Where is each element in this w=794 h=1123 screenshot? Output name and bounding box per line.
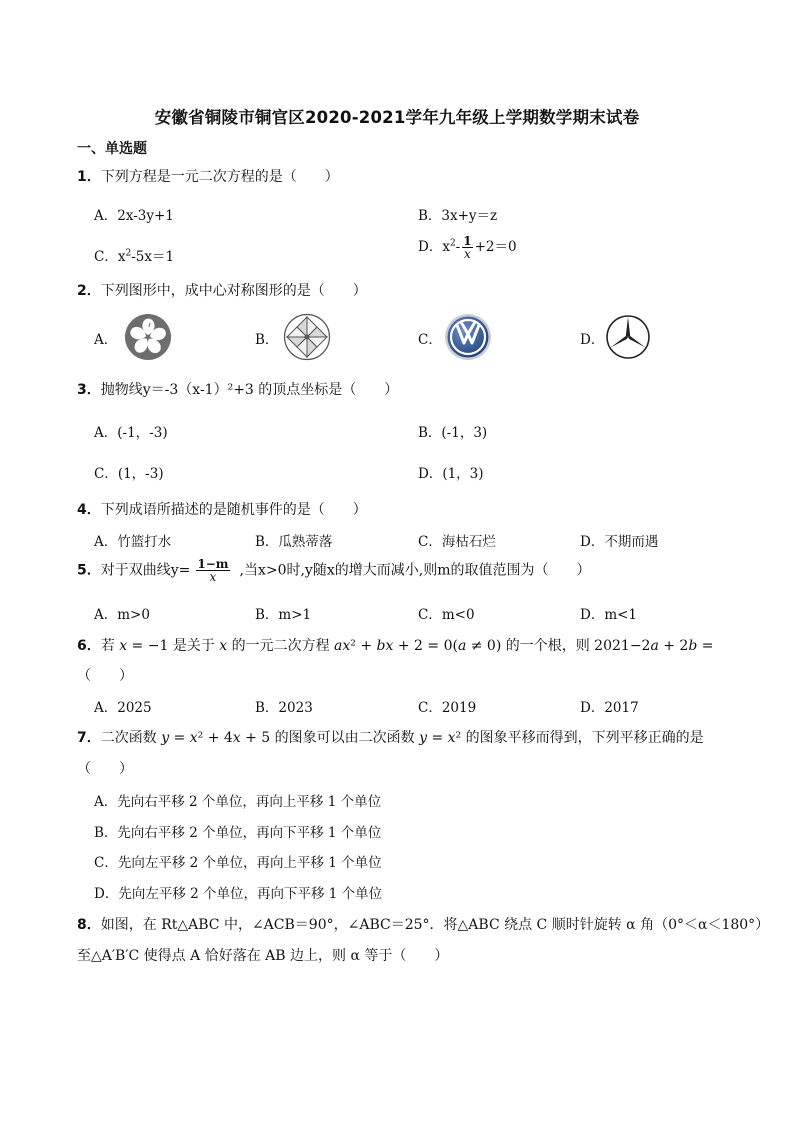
fraction <box>462 235 472 260</box>
question-5 <box>77 558 590 583</box>
question-text: 下列方程是一元二次方程的是（ ） <box>100 169 339 185</box>
opt-sup: 2 <box>449 238 456 249</box>
question-3 <box>77 379 398 399</box>
bauhinia-flag-icon <box>124 313 172 361</box>
q7-option-b: B．先向右平移 2 个单位，再向下平移 1 个单位 <box>94 825 382 841</box>
fraction-numerator: 1−m <box>197 557 229 571</box>
q5-option-d: D．m<1 <box>580 607 638 623</box>
q3-option-c: C．(1，-3) <box>94 466 164 482</box>
q2-option-c: C． <box>418 332 442 348</box>
q7-option-c: C．先向左平移 2 个单位，再向上平移 1 个单位 <box>94 855 382 871</box>
question-6 <box>77 635 713 655</box>
question-text: 下列成语所描述的是随机事件的是（ ） <box>100 502 367 518</box>
q4-option-d: D．不期而遇 <box>580 534 659 550</box>
section-heading: 一、单选题 <box>77 141 147 157</box>
q1-option-a: A．2x-3y+1 <box>94 208 174 224</box>
q1-option-b: B．3x+y＝z <box>418 208 498 224</box>
q2-option-d: D． <box>580 332 605 348</box>
opt-text: C．x <box>94 249 126 265</box>
mercedes-star-icon <box>604 313 652 361</box>
q3-option-a: A．(-1，-3) <box>94 425 168 441</box>
opt-text: D．x <box>418 239 450 255</box>
q6-option-b: B．2023 <box>255 700 313 716</box>
question-number: 2． <box>77 283 101 299</box>
question-2 <box>77 280 367 300</box>
q3-option-d: D．(1，3) <box>418 466 484 482</box>
question-4 <box>77 499 367 519</box>
q2-option-b: B． <box>255 332 279 348</box>
question-7-paren: （ ） <box>77 761 133 777</box>
q5-option-b: B．m>1 <box>255 607 312 623</box>
question-text: 下列图形中，成中心对称图形的是（ ） <box>100 283 367 299</box>
q5-option-a: A．m>0 <box>94 607 150 623</box>
fraction-numerator: 1 <box>463 234 472 248</box>
question-number: 1． <box>77 169 101 185</box>
question-8 <box>77 914 769 934</box>
q4-option-b: B．瓜熟蒂落 <box>255 534 333 550</box>
question-number: 7． <box>77 730 101 746</box>
fraction <box>196 558 229 583</box>
question-1 <box>77 166 339 186</box>
question-8-line2: 至△A′B′C 使得点 A 恰好落在 AB 边上，则 α 等于（ ） <box>77 948 449 964</box>
question-number: 3． <box>77 382 101 398</box>
q6-option-c: C．2019 <box>418 700 477 716</box>
opt-text: - <box>455 239 461 255</box>
question-7 <box>77 727 704 747</box>
question-text: ,当x>0时,y随x的增大而减小,则m的取值范围为（ ） <box>239 562 591 579</box>
q6-option-a: A．2025 <box>94 700 152 716</box>
q7-option-a: A．先向右平移 2 个单位，再向上平移 1 个单位 <box>94 794 382 810</box>
question-text: 抛物线y＝-3（x-1）²+3 的顶点坐标是（ ） <box>100 382 399 398</box>
q5-option-c: C．m<0 <box>418 607 475 623</box>
question-text: 若 𝑥 = −1 是关于 𝑥 的一元二次方程 𝑎𝑥² + 𝑏𝑥 + 2 = 0(𝑎 ≠ 0) 的一个根，则 2021−2𝑎 + 2𝑏 = <box>100 638 714 654</box>
opt-text: +2＝0 <box>474 239 517 255</box>
question-number: 4． <box>77 502 101 518</box>
pinwheel-icon <box>283 313 331 361</box>
q1-option-c <box>94 245 174 265</box>
q4-option-c: C．海枯石烂 <box>418 534 496 550</box>
question-number: 6． <box>77 638 101 654</box>
question-text: 对于双曲线y= <box>100 562 191 579</box>
question-text: 如图，在 Rt△ABC 中，∠ACB＝90°，∠ABC＝25°．将△ABC 绕点 C 顺时针旋转 α 角（0°＜α＜180°） <box>100 917 770 933</box>
vw-logo-icon <box>444 313 492 361</box>
q1-option-d <box>418 235 517 260</box>
opt-text: -5x＝1 <box>131 249 175 265</box>
fraction-denominator: x <box>464 247 471 261</box>
page-title: 安徽省铜陵市铜官区2020-2021学年九年级上学期数学期末试卷 <box>154 108 640 127</box>
q7-option-d: D．先向左平移 2 个单位，再向下平移 1 个单位 <box>94 886 383 902</box>
q3-option-b: B．(-1，3) <box>418 425 488 441</box>
question-number: 8． <box>77 917 101 933</box>
question-6-paren: （ ） <box>77 668 133 684</box>
question-number: 5． <box>77 562 101 579</box>
opt-sup: 2 <box>125 248 132 259</box>
q4-option-a: A．竹篮打水 <box>94 534 172 550</box>
question-text: 二次函数 𝑦 = 𝑥² + 4𝑥 + 5 的图象可以由二次函数 𝑦 = 𝑥² 的图象平移而得到，下列平移正确的是 <box>100 730 704 746</box>
q6-option-d: D．2017 <box>580 700 639 716</box>
q2-option-a: A． <box>94 332 118 348</box>
fraction-denominator: x <box>209 570 217 584</box>
